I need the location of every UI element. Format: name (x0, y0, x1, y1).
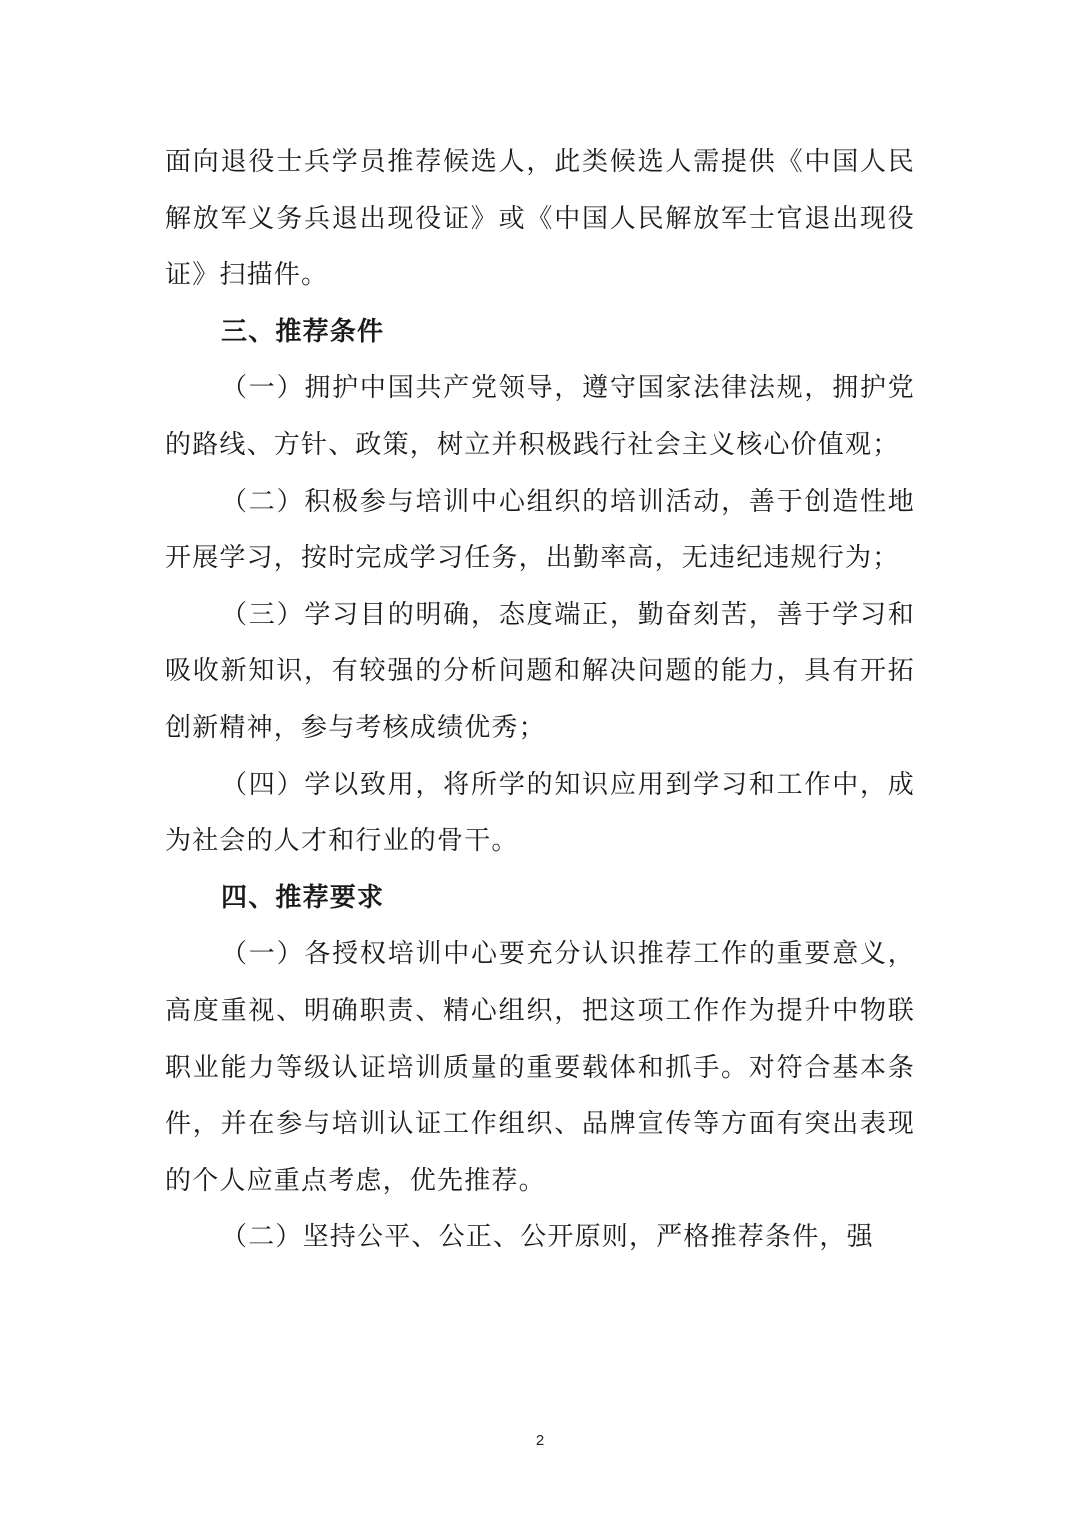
requirement-item-1: （一）各授权培训中心要充分认识推荐工作的重要意义，高度重视、明确职责、精心组织，把这项工作作为提升中物联职业能力等级认证培训质量的重要载体和抓手。对符合基本条件，并在参与培训认证工作组织、品牌宣传等方面有突出表现的个人应重点考虑，优先推荐。 (165, 939, 915, 1196)
document-body (165, 134, 915, 1266)
condition-item-4: （四）学以致用，将所学的知识应用到学习和工作中，成为社会的人才和行业的骨干。 (165, 769, 915, 857)
section-heading-recommendation-conditions: 三、推荐条件 (221, 316, 385, 347)
section-heading-recommendation-requirements: 四、推荐要求 (221, 882, 385, 913)
condition-item-1: （一）拥护中国共产党领导，遵守国家法律法规，拥护党的路线、方针、政策，树立并积极践行社会主义核心价值观； (165, 373, 915, 460)
paragraph-veteran-candidates: 面向退役士兵学员推荐候选人，此类候选人需提供《中国人民解放军义务兵退出现役证》或《中国人民解放军士官退出现役证》扫描件。 (165, 147, 915, 291)
condition-item-2: （二）积极参与培训中心组织的培训活动，善于创造性地开展学习，按时完成学习任务，出勤率高，无违纪违规行为； (165, 486, 915, 574)
requirement-item-2: （二）坚持公平、公正、公开原则，严格推荐条件，强 (221, 1222, 874, 1253)
page-number: 2 (535, 1432, 545, 1449)
condition-item-3: （三）学习目的明确，态度端正，勤奋刻苦，善于学习和吸收新知识，有较强的分析问题和解决问题的能力，具有开拓创新精神，参与考核成绩优秀； (165, 599, 915, 743)
